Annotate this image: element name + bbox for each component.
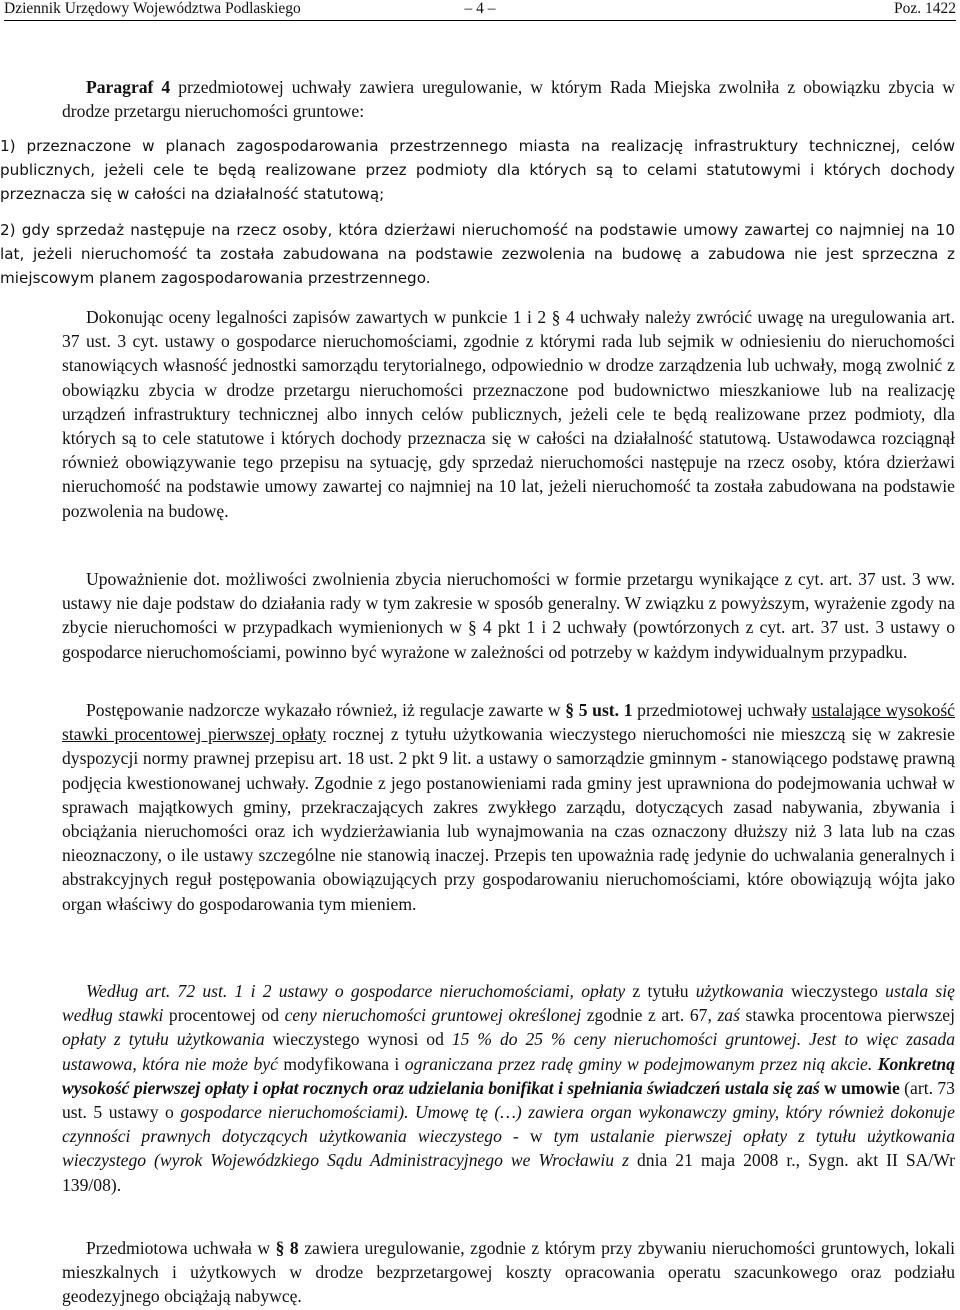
position-number: Poz. 1422 [894, 0, 956, 17]
journal-title: Dziennik Urzędowy Województwa Podlaskiego [4, 0, 301, 17]
paragraph-8: Przedmiotowa uchwała w § 8 zawiera uregulowanie, zgodnie z którym przy zbywaniu nieruchomości gruntowych, lokali mieszkalnych i użytkowych w drodze bezprzetargowej koszty opracowania operatu szacunkowego oraz podziału geodezyjnego obciążają nabywcę. [62, 1238, 955, 1307]
paragraph-4: Dokonując oceny legalności zapisów zawartych w punkcie 1 i 2 § 4 uchwały należy zwrócić uwagę na uregulowania art. 37 ust. 3 cyt. ustawy o gospodarce nieruchomościami, zgodnie z którymi rada lub sejmik w odniesieniu do nieruchomości stanowiących własność jednostki samorządu terytorialnego, odpowiednio w drodze zarządzenia lub uchwały, mogą zwolnić z obowiązku zbycia w drodze przetargu nieruchomości przeznaczone pod budownictwo mieszkaniowe lub na realizację urządzeń infrastruktury technicznej albo innych celów publicznych, jeżeli cele te będą realizowane przez podmioty, dla których są to cele statutowe i których dochody przeznacza się w całości na działalność statutową. Ustawodawca rozciągnął również obowiązywanie tego przepisu na sytuację, gdy sprzedaż nieruchomości następuje na rzecz osoby, która dzierżawi nieruchomość na podstawie umowy zawartej co najmniej na 10 lat, jeżeli nieruchomość ta została zabudowana na podstawie pozwolenia na budowę. [62, 307, 955, 521]
paragraph-8-bold-ref: § 8 [275, 1238, 299, 1258]
underlined-phrase: ustalające wysokość stawki procentowej pierwszej opłaty [62, 700, 955, 745]
paragraph-6-bold-ref: § 5 ust. 1 [565, 700, 633, 720]
paragraph-5: Upoważnienie dot. możliwości zwolnienia zbycia nieruchomości w formie przetargu wynikające z cyt. art. 37 ust. 3 ww. ustawy nie daje podstaw do działania rady w tym zakresie w sposób generalny. W związku z powyższym, wyrażenie zgody na zbycie nieruchomości w przypadkach wymienionych w § 4 pkt 1 i 2 uchwały (powtórzonych z cyt. art. 37 ust. 3 ustawy o gospodarce nieruchomościami, powinno być wyrażone w zależności od potrzeby w każdym indywidualnym przypadku. [62, 569, 955, 662]
paragraph-7: Według art. 72 ust. 1 i 2 ustawy o gospodarce nieruchomościami, opłaty z tytułu użytkowania wieczystego ustala się według stawki procentowej od ceny nieruchomości gruntowej określonej zgodnie z art. 67, zaś stawka procentowa pierwszej opłaty z tytułu użytkowania wieczystego wynosi od 15 % do 25 % ceny nieruchomości gruntowej. Jest to więc zasada ustawowa, która nie może być modyfikowana i ograniczana przez radę gminy w podejmowanym przez nią akcie. Konkretną wysokość pierwszej opłaty i opłat rocznych oraz udzielania bonifikat i spełniania świadczeń ustala się zaś w umowie (art. 73 ust. 5 ustawy o gospodarce nieruchomościami). Umowę tę (…) zawiera organ wykonawczy gminy, który również dokonuje czynności prawnych dotyczących użytkowania wieczystego - w tym ustalanie pierwszej opłaty z tytułu użytkowania wieczystego (wyrok Wojewódzkiego Sądu Administracyjnego we Wrocławiu z dnia 21 maja 2008 r., Sygn. akt II SA/Wr 139/08). [62, 981, 956, 1195]
paragraph-1-bold: Paragraf 4 [86, 77, 171, 97]
paragraph-6: Postępowanie nadzorcze wykazało również, iż regulacje zawarte w § 5 ust. 1 przedmiotowej uchwały ustalające wysokość stawki procentowej pierwszej opłaty rocznej z tytułu użytkowania wieczystego nieruchomości nie mieszczą się w zakresie dyspozycji normy prawnej przepisu art. 18 ust. 2 pkt 9 lit. a ustawy o samorządzie gminnym - stanowiącego podstawę prawną podjęcia kwestionowanej uchwały. Zgodnie z jego postanowieniami rada gminy jest uprawniona do podejmowania uchwał w sprawach majątkowych gminy, przekraczających zakres zwykłego zarządu, dotyczących zasad nabywania, zbywania i obciążania nieruchomości oraz ich wydzierżawiania lub wynajmowania na czas oznaczony dłuższy niż 3 lata lub na czas nieoznaczony, o ile ustawy szczególne nie stanowią inaczej. Przepis ten upoważnia radę jedynie do uchwalania generalnych i abstrakcyjnych reguł postępowania obowiązujących przy gospodarowaniu nieruchomościami, które obowiązują wójta jako organ właściwy do gospodarowania tym mieniem. [62, 700, 955, 914]
page-header [4, 0, 956, 21]
paragraph-1: Paragraf 4 przedmiotowej uchwały zawiera uregulowanie, w którym Rada Miejska zwolniła z obowiązku zbycia w drodze przetargu nieruchomości gruntowe: [62, 77, 955, 122]
page-number: – 4 – [464, 0, 496, 17]
paragraph-7-bold-italic: Konkretną wysokość pierwszej opłaty i opłat rocznych oraz udzielania bonifikat i spełniania świadczeń ustala się zaś [62, 1053, 955, 1098]
paragraph-3: 2) gdy sprzedaż następuje na rzecz osoby, która dzierżawi nieruchomość na podstawie umowy zawartej co najmniej na 10 lat, jeżeli nieruchomość ta została zabudowana na podstawie zezwolenia na budowę a zabudowa nie jest sprzeczna z miejscowym planem zagospodarowania przestrzennego. [0, 221, 955, 287]
paragraph-2: 1) przeznaczone w planach zagospodarowania przestrzennego miasta na realizację infrastruktury technicznej, celów publicznych, jeżeli cele te będą realizowane przez podmioty dla których są to celami statutowymi i których dochody przeznacza się w całości na działalność statutową; [0, 137, 955, 203]
